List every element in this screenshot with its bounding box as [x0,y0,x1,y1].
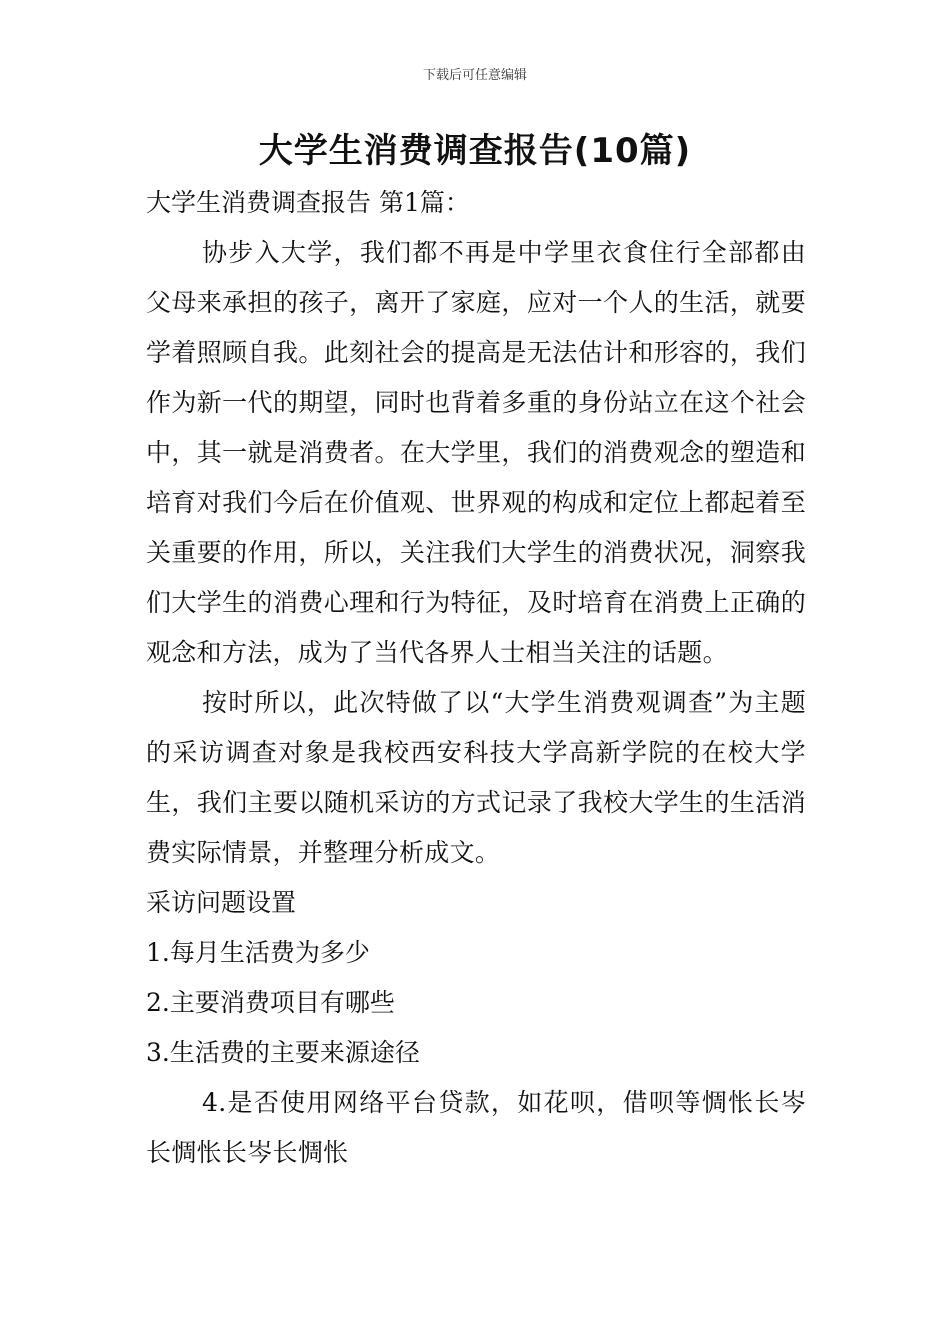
section-heading: 采访问题设置 [146,888,297,917]
paragraph-intro: 协步入大学，我们都不再是中学里衣食住行全部都由父母来承担的孩子，离开了家庭，应对一个人的生活，就要学着照顾自我。此刻社会的提高是无法估计和形容的，我们作为新一代的期望，同时也背着多重的身份站立在这个社会中，其一就是消费者。在大学里，我们的消费观念的塑造和培育对我们今后在价值观、世界观的构成和定位上都起着至关重要的作用，所以，关注我们大学生的消费状况，洞察我们大学生的消费心理和行为特征，及时培育在消费上正确的观念和方法，成为了当代各界人士相当关注的话题。 [146,238,806,667]
document-body [146,178,806,1178]
document-title: 大学生消费调查报告(10篇) [258,131,692,171]
question-item: 3.生活费的主要来源途径 [146,1038,420,1067]
document-subtitle: 大学生消费调查报告 第1篇： [146,188,470,217]
header-note: 下载后可任意编辑 [422,68,527,83]
question-item-4: 4.是否使用网络平台贷款，如花呗，借呗等惆怅长岑长惆怅长岑长惆怅 [146,1088,806,1167]
question-item: 2.主要消费项目有哪些 [146,988,395,1017]
paragraph-survey: 按时所以，此次特做了以“大学生消费观调查”为主题的采访调查对象是我校西安科技大学高新学院的在校大学生，我们主要以随机采访的方式记录了我校大学生的生活消费实际情景，并整理分析成文。 [146,688,806,867]
question-item: 1.每月生活费为多少 [146,938,370,967]
